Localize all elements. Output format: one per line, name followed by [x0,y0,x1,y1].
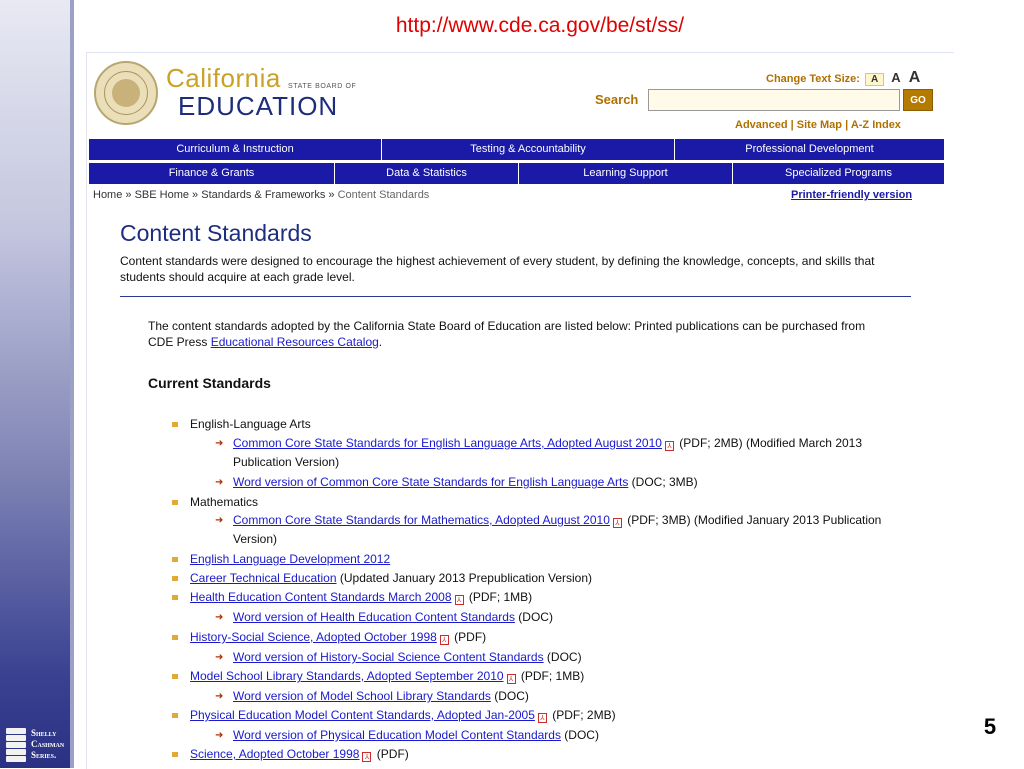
breadcrumb-sbe-home[interactable]: SBE Home [134,189,189,201]
logo-line-1: Shelly [31,728,57,738]
standard-file-info: (PDF; 1MB) [465,590,533,604]
standard-link[interactable]: Common Core State Standards for English Language Arts, Adopted August 2010 [233,436,662,450]
az-index-link[interactable]: A-Z Index [850,119,901,131]
standard-file-info: (PDF; 1MB) [517,669,585,683]
pdf-icon[interactable]: ⅄ [613,518,622,528]
standard-link[interactable]: Science, Adopted October 1998 [190,747,360,761]
breadcrumb-standards[interactable]: Standards & Frameworks [201,189,326,201]
search-label: Search [595,92,639,107]
standard-link[interactable]: Physical Education Model Content Standards, Adopted Jan-2005 [190,708,535,722]
standard-subitem [215,473,889,492]
california-seal-icon [94,61,158,125]
nav-curriculum-instruction[interactable]: Curriculum & Instruction [89,139,382,160]
standard-file-info: (DOC) [514,610,553,624]
standard-file-info: (PDF; 2MB) [548,708,616,722]
intro-text: Content standards were designed to encourage the highest achievement of every student, by defining the knowledge, concepts, and skills that students should acquire at each grade level. [120,254,875,284]
standard-file-info: (PDF; 3MB) (Modified January 2013 Publication Version) [233,513,882,546]
bullet-icon [172,422,178,427]
logo-line-2: Cashman [31,739,65,749]
printer-friendly-link[interactable]: Printer-friendly version [791,189,913,201]
standard-link[interactable]: Word version of Model School Library Standards [233,689,491,703]
standard-item [190,628,890,647]
pdf-icon[interactable]: ⅄ [440,635,449,645]
arrow-icon: ➜ [215,612,224,623]
standard-subitem [215,726,889,745]
standard-link[interactable]: Word version of History-Social Science Content Standards [233,650,544,664]
standard-item [190,415,890,434]
standard-link[interactable]: Health Education Content Standards March 2008 [190,590,452,604]
standard-file-info: (PDF; 2MB) (Modified March 2013 Publication Version) [233,436,863,469]
nav-row-2 [89,163,944,184]
nav-row-1 [89,139,944,160]
standard-file-info: (PDF) [450,630,487,644]
arrow-icon: ➜ [215,652,224,663]
brand-california: California [166,63,281,93]
nav-professional-development[interactable]: Professional Development [745,143,874,155]
standard-item [190,493,890,512]
search-go-button[interactable]: GO [903,89,933,111]
standard-link[interactable]: Word version of Common Core State Standards for English Language Arts [233,475,629,489]
standard-file-info: (DOC; 3MB) [628,475,698,489]
bullet-icon [172,713,178,718]
standard-file-info: (PDF) [373,747,409,761]
bullet-icon [172,576,178,581]
pdf-icon[interactable]: ⅄ [455,595,464,605]
standard-item [190,706,890,725]
arrow-icon: ➜ [215,515,224,526]
webpage-screenshot [86,52,954,769]
pdf-icon[interactable]: ⅄ [362,752,371,762]
text-size-control [766,69,920,87]
nav-learning-support[interactable]: Learning Support [519,163,733,184]
breadcrumb-home[interactable]: Home [93,189,123,201]
standard-item [190,588,890,607]
standard-file-info: (DOC) [560,728,599,742]
arrow-icon: ➜ [215,477,224,488]
standard-item [190,569,890,588]
standard-link[interactable]: English Language Development 2012 [190,552,391,566]
slide-sidebar [0,0,70,768]
utility-links: Advanced | Site Map | A-Z Index [735,119,901,131]
nav-finance-grants[interactable]: Finance & Grants [89,163,335,184]
arrow-icon: ➜ [215,730,224,741]
pdf-icon[interactable]: ⅄ [507,674,516,684]
standard-subitem [215,511,889,549]
pdf-icon[interactable]: ⅄ [665,441,674,451]
bullet-icon [172,595,178,600]
standard-link[interactable]: History-Social Science, Adopted October 1998 [190,630,437,644]
standard-item [190,667,890,686]
brand-education: EDUCATION [178,91,339,121]
text-size-small-button[interactable]: A [865,73,884,86]
standard-subitem [215,648,889,667]
nav-specialized-programs[interactable]: Specialized Programs [785,167,892,179]
arrow-icon: ➜ [215,438,224,449]
breadcrumb-current: Content Standards [337,189,430,201]
logo-line-3: Series. [31,750,57,760]
standard-category-label: Mathematics [190,495,259,509]
standard-item [190,550,890,569]
bullet-icon [172,557,178,562]
body-paragraph: The content standards adopted by the California State Board of Education are listed below: Printed publications can be purchased from CDE Press Educational Resources Catalog. [148,319,866,349]
page-title: Content Standards [120,220,312,246]
bullet-icon [172,635,178,640]
slide-page-number: 5 [983,714,997,739]
standard-link[interactable]: Word version of Health Education Content Standards [233,610,515,624]
site-map-link[interactable]: Site Map [796,119,843,131]
arrow-icon: ➜ [215,691,224,702]
text-size-label: Change Text Size: [766,73,860,85]
standard-subitem [215,687,889,706]
nav-testing-accountability[interactable]: Testing & Accountability [382,139,675,160]
slide-url-caption[interactable]: http://www.cde.ca.gov/be/st/ss/ [395,14,685,37]
divider [120,296,911,297]
standard-file-info: (DOC) [490,689,529,703]
bullet-icon [172,674,178,679]
standard-subitem [215,434,889,472]
standard-link[interactable]: Career Technical Education [190,571,337,585]
resources-catalog-link[interactable]: Educational Resources Catalog [210,335,379,349]
standard-link[interactable]: Word version of Physical Education Model Content Standards [233,728,561,742]
books-icon [6,728,26,762]
standard-file-info: (DOC) [543,650,582,664]
current-standards-heading: Current Standards [148,375,271,391]
search-input[interactable] [648,89,900,111]
standard-category-label: English-Language Arts [190,417,311,431]
standard-file-info: (Updated January 2013 Prepublication Version) [336,571,593,585]
standard-link[interactable]: Model School Library Standards, Adopted September 2010 [190,669,504,683]
slide-sidebar-edge [70,0,74,768]
standard-subitem [215,608,889,627]
standard-item [190,745,890,764]
pdf-icon[interactable]: ⅄ [538,713,547,723]
standard-link[interactable]: Common Core State Standards for Mathematics, Adopted August 2010 [233,513,610,527]
brand-state-board: STATE BOARD OF [288,83,357,90]
text-size-medium-button[interactable]: A [891,70,901,85]
breadcrumb: Home » SBE Home » Standards & Frameworks » Content Standards [93,189,430,201]
nav-data-statistics[interactable]: Data & Statistics [335,163,519,184]
text-size-large-button[interactable]: A [908,69,921,86]
bullet-icon [172,752,178,757]
bullet-icon [172,500,178,505]
shelly-cashman-logo [4,728,70,764]
advanced-search-link[interactable]: Advanced [735,119,788,131]
